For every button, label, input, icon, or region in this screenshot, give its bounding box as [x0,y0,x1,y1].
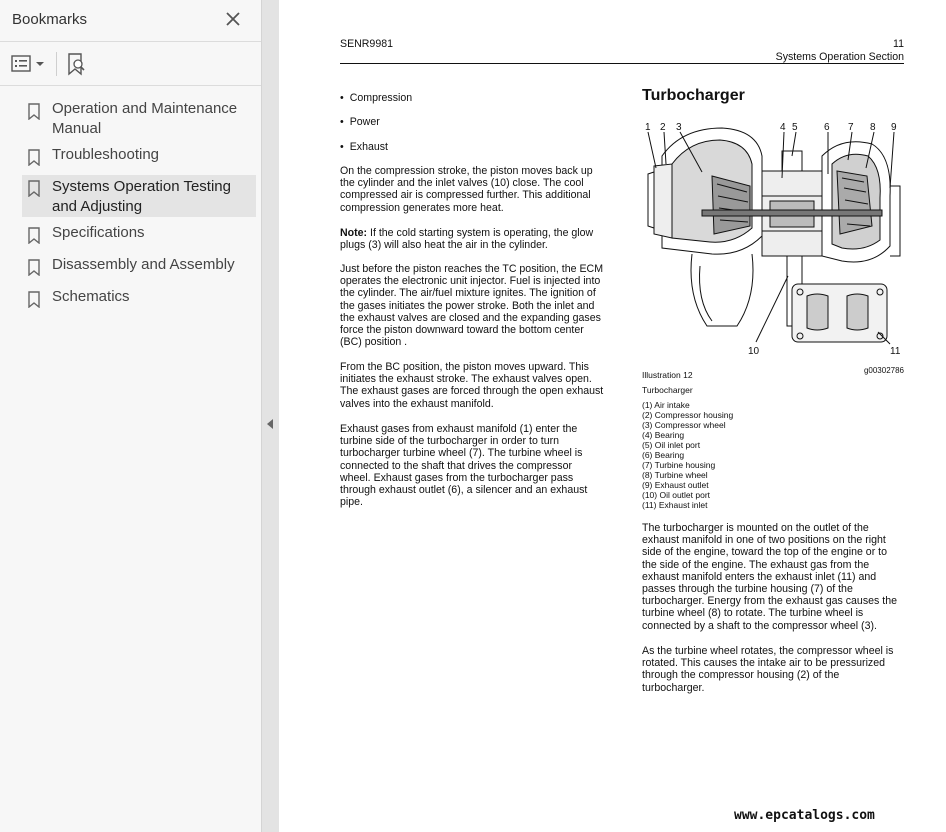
callout-9: 9 [891,122,897,133]
bookmark-icon [28,103,40,120]
illustration-legend [642,400,733,510]
legend-item: (10) Oil outlet port [642,490,711,500]
paragraph: From the BC position, the piston moves upward. This initiates the exhaust stroke. The exhaust valves open. The exhaust gases are forced through the open exhaust valves into the exhaust manifold. [340,361,604,410]
note-text: If the cold starting system is operating, the glow plugs (3) will also heat the air in the cylinder. [340,227,594,252]
watermark-text: www.epcatalogs.com [734,808,875,823]
paragraph: The turbocharger is mounted on the outlet of the exhaust manifold in one of two positions on the right side of the engine, toward the top of the engine or to the side of the engine. The exhaust gas from the exhaust manifold enters the exhaust inlet (11) and passes through the turbine housing (7) of the turbocharger. Energy from the exhaust gas causes the turbine wheel (8) to rotate. The turbine wheel is connected by a shaft to the compressor wheel (3). [642,522,897,632]
legend-item: (2) Compressor housing [642,410,734,420]
document-code: SENR9981 [340,38,393,50]
paragraph: Exhaust gases from exhaust manifold (1) enter the turbine side of the turbocharger in order to turn turbocharger turbine wheel (7). The turbine wheel is connected to the shaft that drives the compressor wheel. Exhaust gases from the turbocharger pass through exhaust outlet (6), a silencer and an exhaust pipe. [340,423,588,509]
bookmark-label: Schematics [52,288,130,305]
close-icon[interactable] [223,9,243,29]
bookmark-icon [28,180,40,197]
callout-6: 6 [824,122,830,133]
bookmarks-toolbar [0,42,261,86]
bookmark-item-troubleshooting[interactable] [22,145,256,167]
panel-splitter[interactable] [262,0,279,832]
bookmark-icon [28,259,40,276]
bookmark-icon [28,291,40,308]
header-rule [340,63,904,64]
collapse-arrow-icon[interactable] [267,419,273,429]
callout-8: 8 [870,122,876,133]
bookmark-label: Troubleshooting [52,146,160,163]
bookmark-item-systems-operation[interactable] [22,175,256,217]
callout-2: 2 [660,122,666,133]
bookmarks-panel [0,0,262,832]
options-menu-icon[interactable] [9,52,49,76]
bookmark-item-schematics[interactable] [22,287,256,309]
legend-item: (5) Oil inlet port [642,440,701,450]
legend-item: (8) Turbine wheel [642,470,708,480]
note-label: Note: [340,227,368,239]
legend-item: (11) Exhaust inlet [642,500,708,510]
legend-item: (9) Exhaust outlet [642,480,709,490]
bookmark-label: Specifications [52,224,145,241]
legend-item: (7) Turbine housing [642,460,716,470]
legend-item: (3) Compressor wheel [642,420,726,430]
bullet-item: • Power [340,116,380,128]
callout-5: 5 [792,122,798,133]
callout-11: 11 [890,346,901,357]
bookmark-label: Disassembly and Assembly [52,256,235,273]
illustration-number: Illustration 12 [642,370,693,380]
bullet-item: • Exhaust [340,141,388,153]
callout-7: 7 [848,122,854,133]
bookmark-item-disassembly[interactable] [22,255,256,277]
paragraph: Just before the piston reaches the TC position, the ECM operates the electronic unit injector. Fuel is injected into the cylinder. The air/fuel mixture ignites. The ignition of the gases initiates the power stroke. Both the inlet and the exhaust valves are closed and the expanding gases force the piston downward toward the bottom center (BC) position . [340,263,604,349]
paragraph: On the compression stroke, the piston moves back up the cylinder and the inlet valves (10) close. The cool compressed air is compressed further. This additional compression generates more heat. [340,165,593,214]
section-title: Systems Operation Section [775,51,904,63]
page-number: 11 [893,38,904,50]
paragraph: As the turbine wheel rotates, the compressor wheel is rotated. This causes the intake air to be pressurized through the compressor housing (2) of the turbocharger. [642,645,894,694]
toolbar-separator [56,52,57,76]
legend-item: (4) Bearing [642,430,685,440]
bookmark-label: Systems Operation Testing and Adjusting [52,178,231,215]
legend-item: (6) Bearing [642,450,685,460]
bookmark-icon [28,149,40,166]
callout-4: 4 [780,122,786,133]
bookmark-icon [28,227,40,244]
document-page [279,0,946,832]
bookmark-item-operation-maintenance[interactable] [22,99,256,141]
bullet-item: • Compression [340,92,412,104]
illustration-code: g00302786 [863,366,904,375]
bookmarks-header [0,0,261,42]
illustration-caption: Turbocharger [642,385,693,395]
add-bookmark-icon[interactable] [64,51,88,77]
callout-3: 3 [676,122,682,133]
bookmarks-title: Bookmarks [12,11,88,28]
legend-item: (1) Air intake [642,400,690,410]
callout-1: 1 [645,122,651,133]
turbocharger-illustration [642,116,904,366]
callout-10: 10 [748,346,760,357]
bookmark-item-specifications[interactable] [22,223,256,245]
turbocharger-heading: Turbocharger [642,87,745,104]
bookmark-label: Operation and Maintenance Manual [52,100,238,137]
note-paragraph [340,227,605,251]
